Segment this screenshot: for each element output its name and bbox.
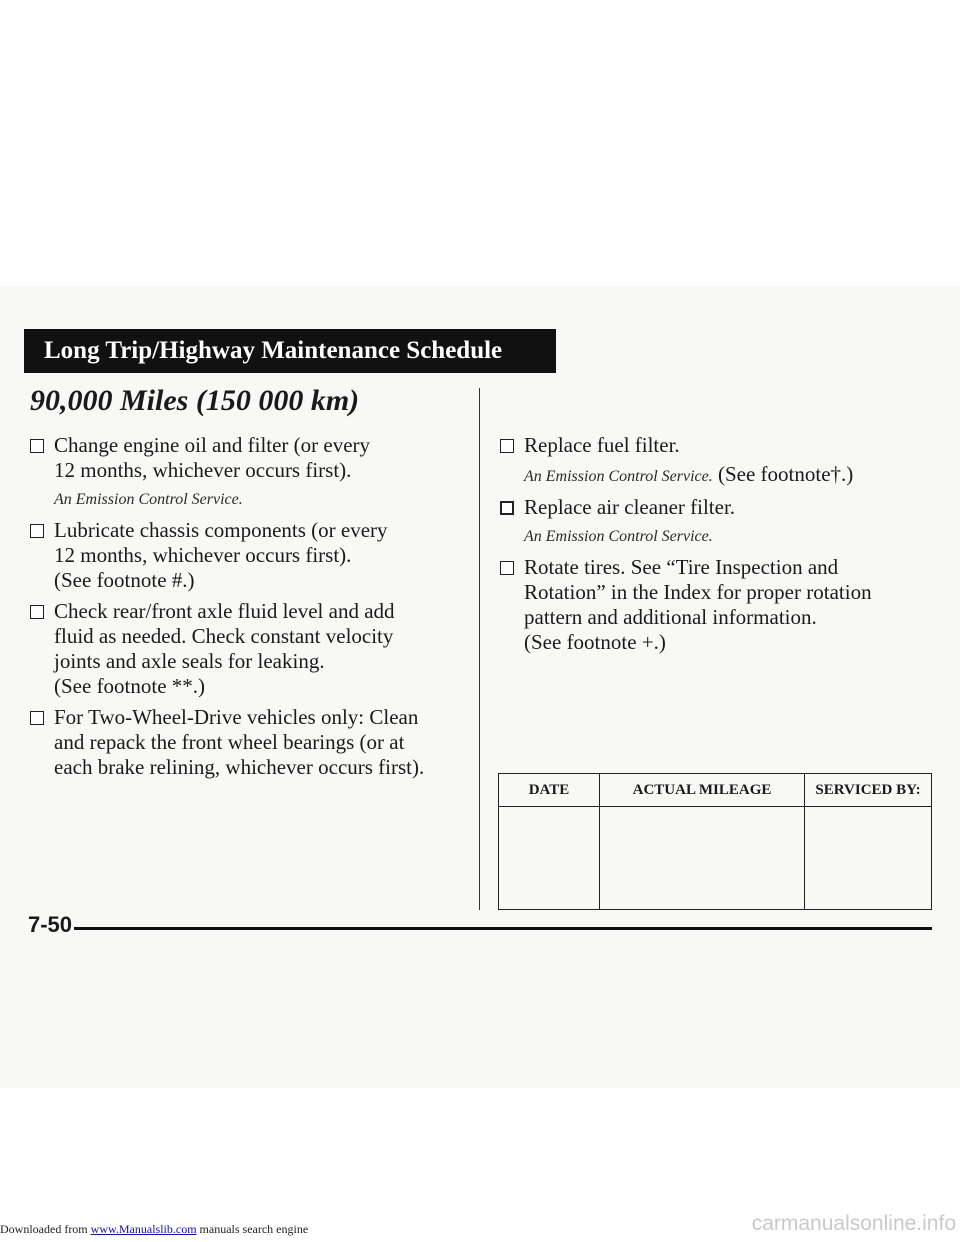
service-record-table xyxy=(498,773,932,910)
checkbox-icon[interactable] xyxy=(30,711,44,725)
footer-rule xyxy=(74,927,932,930)
date-cell[interactable] xyxy=(499,807,600,910)
checklist-item: For Two-Wheel-Drive vehicles only: Clean and repack the front wheel bearings (or at each brake relining, whichever occurs first). xyxy=(30,705,470,780)
checklist-item: Rotate tires. See “Tire Inspection and Rotation” in the Index for proper rotation pattern and additional information. (See footnote +.) xyxy=(500,555,930,655)
checkbox-icon[interactable] xyxy=(30,605,44,619)
right-column xyxy=(500,433,930,661)
table-row xyxy=(499,807,932,910)
page-number: 7-50 xyxy=(28,912,73,937)
checkbox-icon[interactable] xyxy=(500,439,514,453)
manualslib-link[interactable]: www.Manualslib.com xyxy=(90,1222,197,1236)
checkbox-icon[interactable] xyxy=(500,501,514,515)
checklist-item: Change engine oil and filter (or every 12 months, whichever occurs first). An Emission Control Service. xyxy=(30,433,470,512)
mileage-cell[interactable] xyxy=(600,807,805,910)
download-footer: Downloaded from www.Manualslib.com manuals search engine xyxy=(0,1222,309,1236)
page-title-bar: Long Trip/Highway Maintenance Schedule xyxy=(24,329,556,373)
left-column xyxy=(30,433,470,786)
emission-note: An Emission Control Service. xyxy=(54,491,243,508)
serviced-by-cell[interactable] xyxy=(805,807,932,910)
emission-note: An Emission Control Service. xyxy=(524,528,713,545)
checkbox-icon[interactable] xyxy=(500,561,514,575)
watermark: carmanualsonline.info xyxy=(751,1212,956,1235)
table-header-serviced-by: SERVICED BY: xyxy=(805,774,932,807)
checklist-item: Lubricate chassis components (or every 12 months, whichever occurs first). (See footnote #.) xyxy=(30,518,470,593)
checkbox-icon[interactable] xyxy=(30,439,44,453)
checklist-item: Replace air cleaner filter. An Emission Control Service. xyxy=(500,495,930,549)
footnote-reference: (See footnote†.) xyxy=(717,462,854,486)
mileage-heading: 90,000 Miles (150 000 km) xyxy=(30,384,360,417)
checkbox-icon[interactable] xyxy=(30,524,44,538)
emission-note: An Emission Control Service. xyxy=(524,468,713,485)
column-divider xyxy=(479,388,480,910)
table-header-mileage: ACTUAL MILEAGE xyxy=(600,774,805,807)
checklist-item: Check rear/front axle fluid level and add fluid as needed. Check constant velocity joints and axle seals for leaking. (See footnote **.) xyxy=(30,599,470,699)
checklist-item: Replace fuel filter. An Emission Control Service. (See footnote†.) xyxy=(500,433,930,489)
table-header-date: DATE xyxy=(499,774,600,807)
